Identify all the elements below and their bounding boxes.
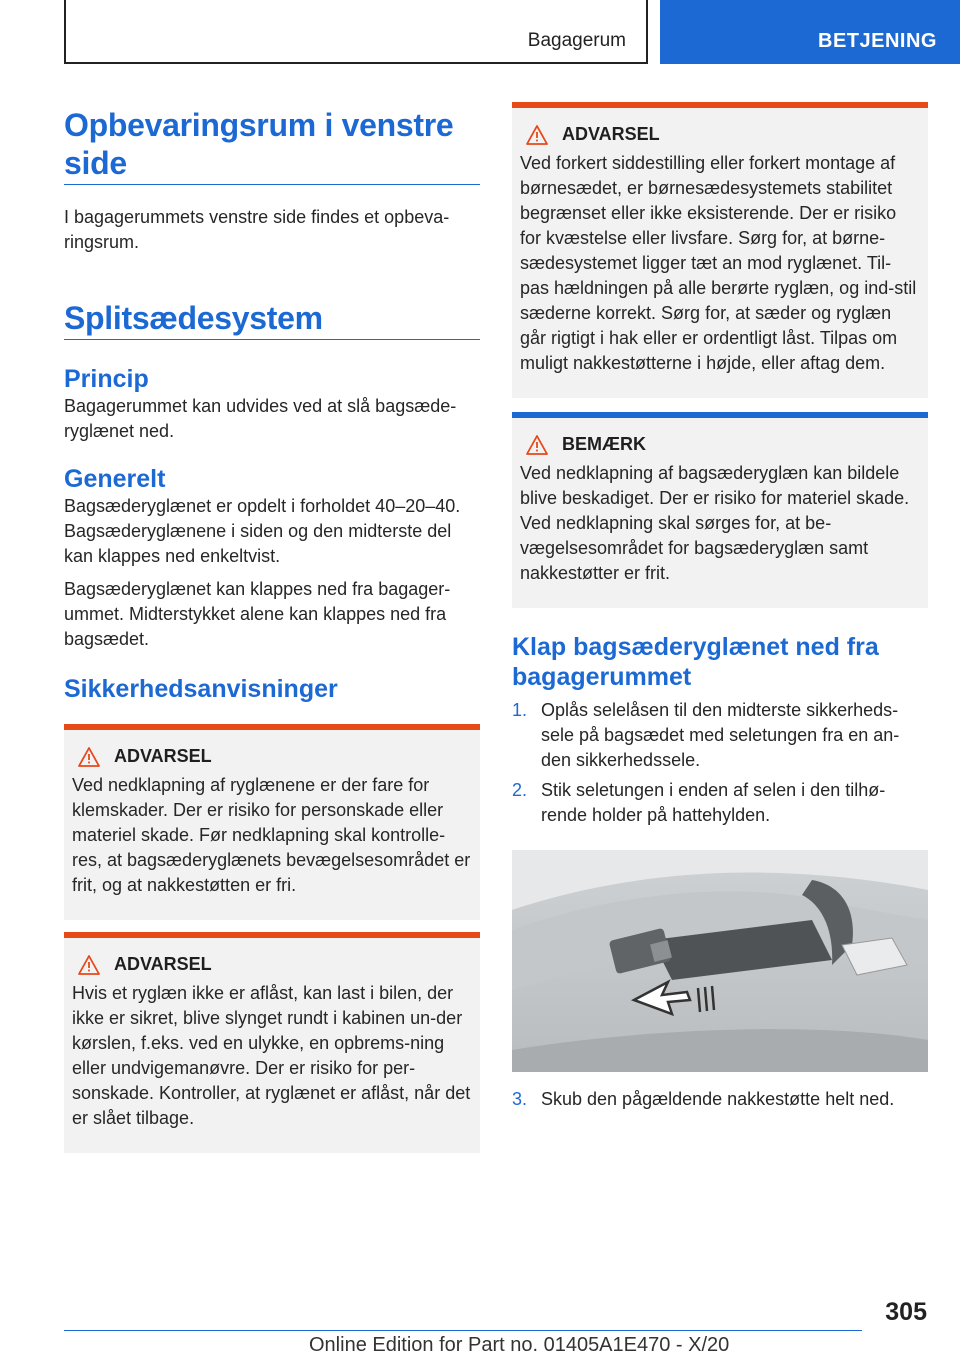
warning-label: ADVARSEL xyxy=(114,746,212,766)
heading-sikkerhedsanvisninger: Sikkerhedsanvisninger xyxy=(64,675,338,703)
seatbelt-illustration-image xyxy=(512,850,928,1072)
warning-box-1 xyxy=(64,724,480,920)
warning-label: ADVARSEL xyxy=(114,954,212,974)
list-item xyxy=(512,698,928,773)
list-item xyxy=(512,1087,928,1112)
warning-text-3: Ved forkert siddestilling eller forkert montage af børnesædet, er børnesædesystemets stabilitet begrænset eller ikke eksisterende. Der er risiko for kvæstelse eller livsfare. Sørg for, at børne-sædesystemet ligger tæt an mod ryglænet. Til-pas hældningen på alle berørte ryglæn, og ind-stil sæderne korrekt. Sørg for, at sæder og ryglæn går rigtigt i hak eller er ordentligt låst. Tilpas om muligt nakkestøtterne i højde, eller aftag dem. xyxy=(520,153,917,373)
para-generelt-2: Bagsæderyglænet kan klappes ned fra bagager-ummet. Midterstykket alene kan klappes ned fra bagsædet. xyxy=(64,579,451,649)
step-text: Skub den pågældende nakkestøtte helt ned. xyxy=(541,1089,895,1109)
warning-box-title xyxy=(78,746,472,767)
warning-label: ADVARSEL xyxy=(562,124,660,144)
warning-box-title xyxy=(78,954,472,975)
header-frame xyxy=(64,0,648,64)
step-text: Stik seletungen i enden af selen i den tilhø-rende holder på hattehylden. xyxy=(541,780,886,825)
footer-divider xyxy=(64,1330,862,1331)
warning-text-1: Ved nedklapning af ryglænene er der fare for klemskader. Der er risiko for personskade eller materiel skade. Før nedklapning skal kontrolle-res, at bagsæderyglænets bevægelsesområdet er frit, og at nakkestøtten er fri. xyxy=(72,775,471,895)
heading-princip: Princip xyxy=(64,365,149,393)
footer-edition: Online Edition for Part no. 01405A1E470 - X/20 xyxy=(309,1334,730,1356)
warning-triangle-icon xyxy=(526,435,548,455)
heading-splitsaedesystem: Splitsædesystem xyxy=(64,299,480,340)
step-number: 2. xyxy=(512,780,528,800)
warning-box-2 xyxy=(64,932,480,1153)
steps-list-continued xyxy=(512,1087,928,1112)
step-number: 1. xyxy=(512,700,528,720)
heading-generelt: Generelt xyxy=(64,465,166,493)
note-box-title xyxy=(526,434,920,455)
para-opbevaringsrum: I bagagerummets venstre side findes et opbeva-ringsrum. xyxy=(64,207,450,252)
warning-box-title xyxy=(526,124,920,145)
right-column xyxy=(512,102,928,1112)
warning-triangle-icon xyxy=(526,125,548,145)
step-text: Oplås selelåsen til den midterste sikkerheds-sele på bagsædet med seletungen fra en an-den sikkerhedssele. xyxy=(541,700,900,770)
para-princip: Bagagerummet kan udvides ved at slå bagsæde-ryglænet ned. xyxy=(64,396,457,441)
page-number: 305 xyxy=(885,1298,927,1326)
para-generelt-1: Bagsæderyglænet er opdelt i forholdet 40–20–40. Bagsæderyglænene i siden og den midterste del kan klappes ned enkeltvist. xyxy=(64,496,461,566)
header-section-title: Bagagerum xyxy=(527,30,626,51)
note-label: BEMÆRK xyxy=(562,434,646,454)
list-item xyxy=(512,778,928,828)
note-text: Ved nedklapning af bagsæderyglæn kan bildele blive beskadiget. Der er risiko for materiel skade. Ved nedklapning skal sørges for, at be-vægelsesområdet for bagsæderyglæn samt nakkestøtter er frit. xyxy=(520,463,910,583)
steps-list xyxy=(512,698,928,828)
step-number: 3. xyxy=(512,1089,528,1109)
note-box xyxy=(512,412,928,608)
warning-box-3 xyxy=(512,102,928,398)
warning-text-2: Hvis et ryglæn ikke er aflåst, kan last i bilen, der ikke er sikret, blive slynget rundt i kabinen un-der kørslen, f.eks. ved en ulykke, en opbrems-ning eller undvigemanøvre. Der er risiko for per-sonskade. Kontroller, at ryglænet er aflåst, når det er slået tilbage. xyxy=(72,983,471,1128)
header-chapter-tab: BETJENING xyxy=(660,0,960,64)
heading-opbevaringsrum: Opbevaringsrum i venstre side xyxy=(64,106,480,185)
seatbelt-illustration xyxy=(512,850,928,1077)
warning-triangle-icon xyxy=(78,955,100,975)
left-column xyxy=(64,106,480,1153)
warning-triangle-icon xyxy=(78,747,100,767)
heading-klap-bagsaede: Klap bagsæderyglænet ned fra bagagerummet xyxy=(512,633,879,691)
